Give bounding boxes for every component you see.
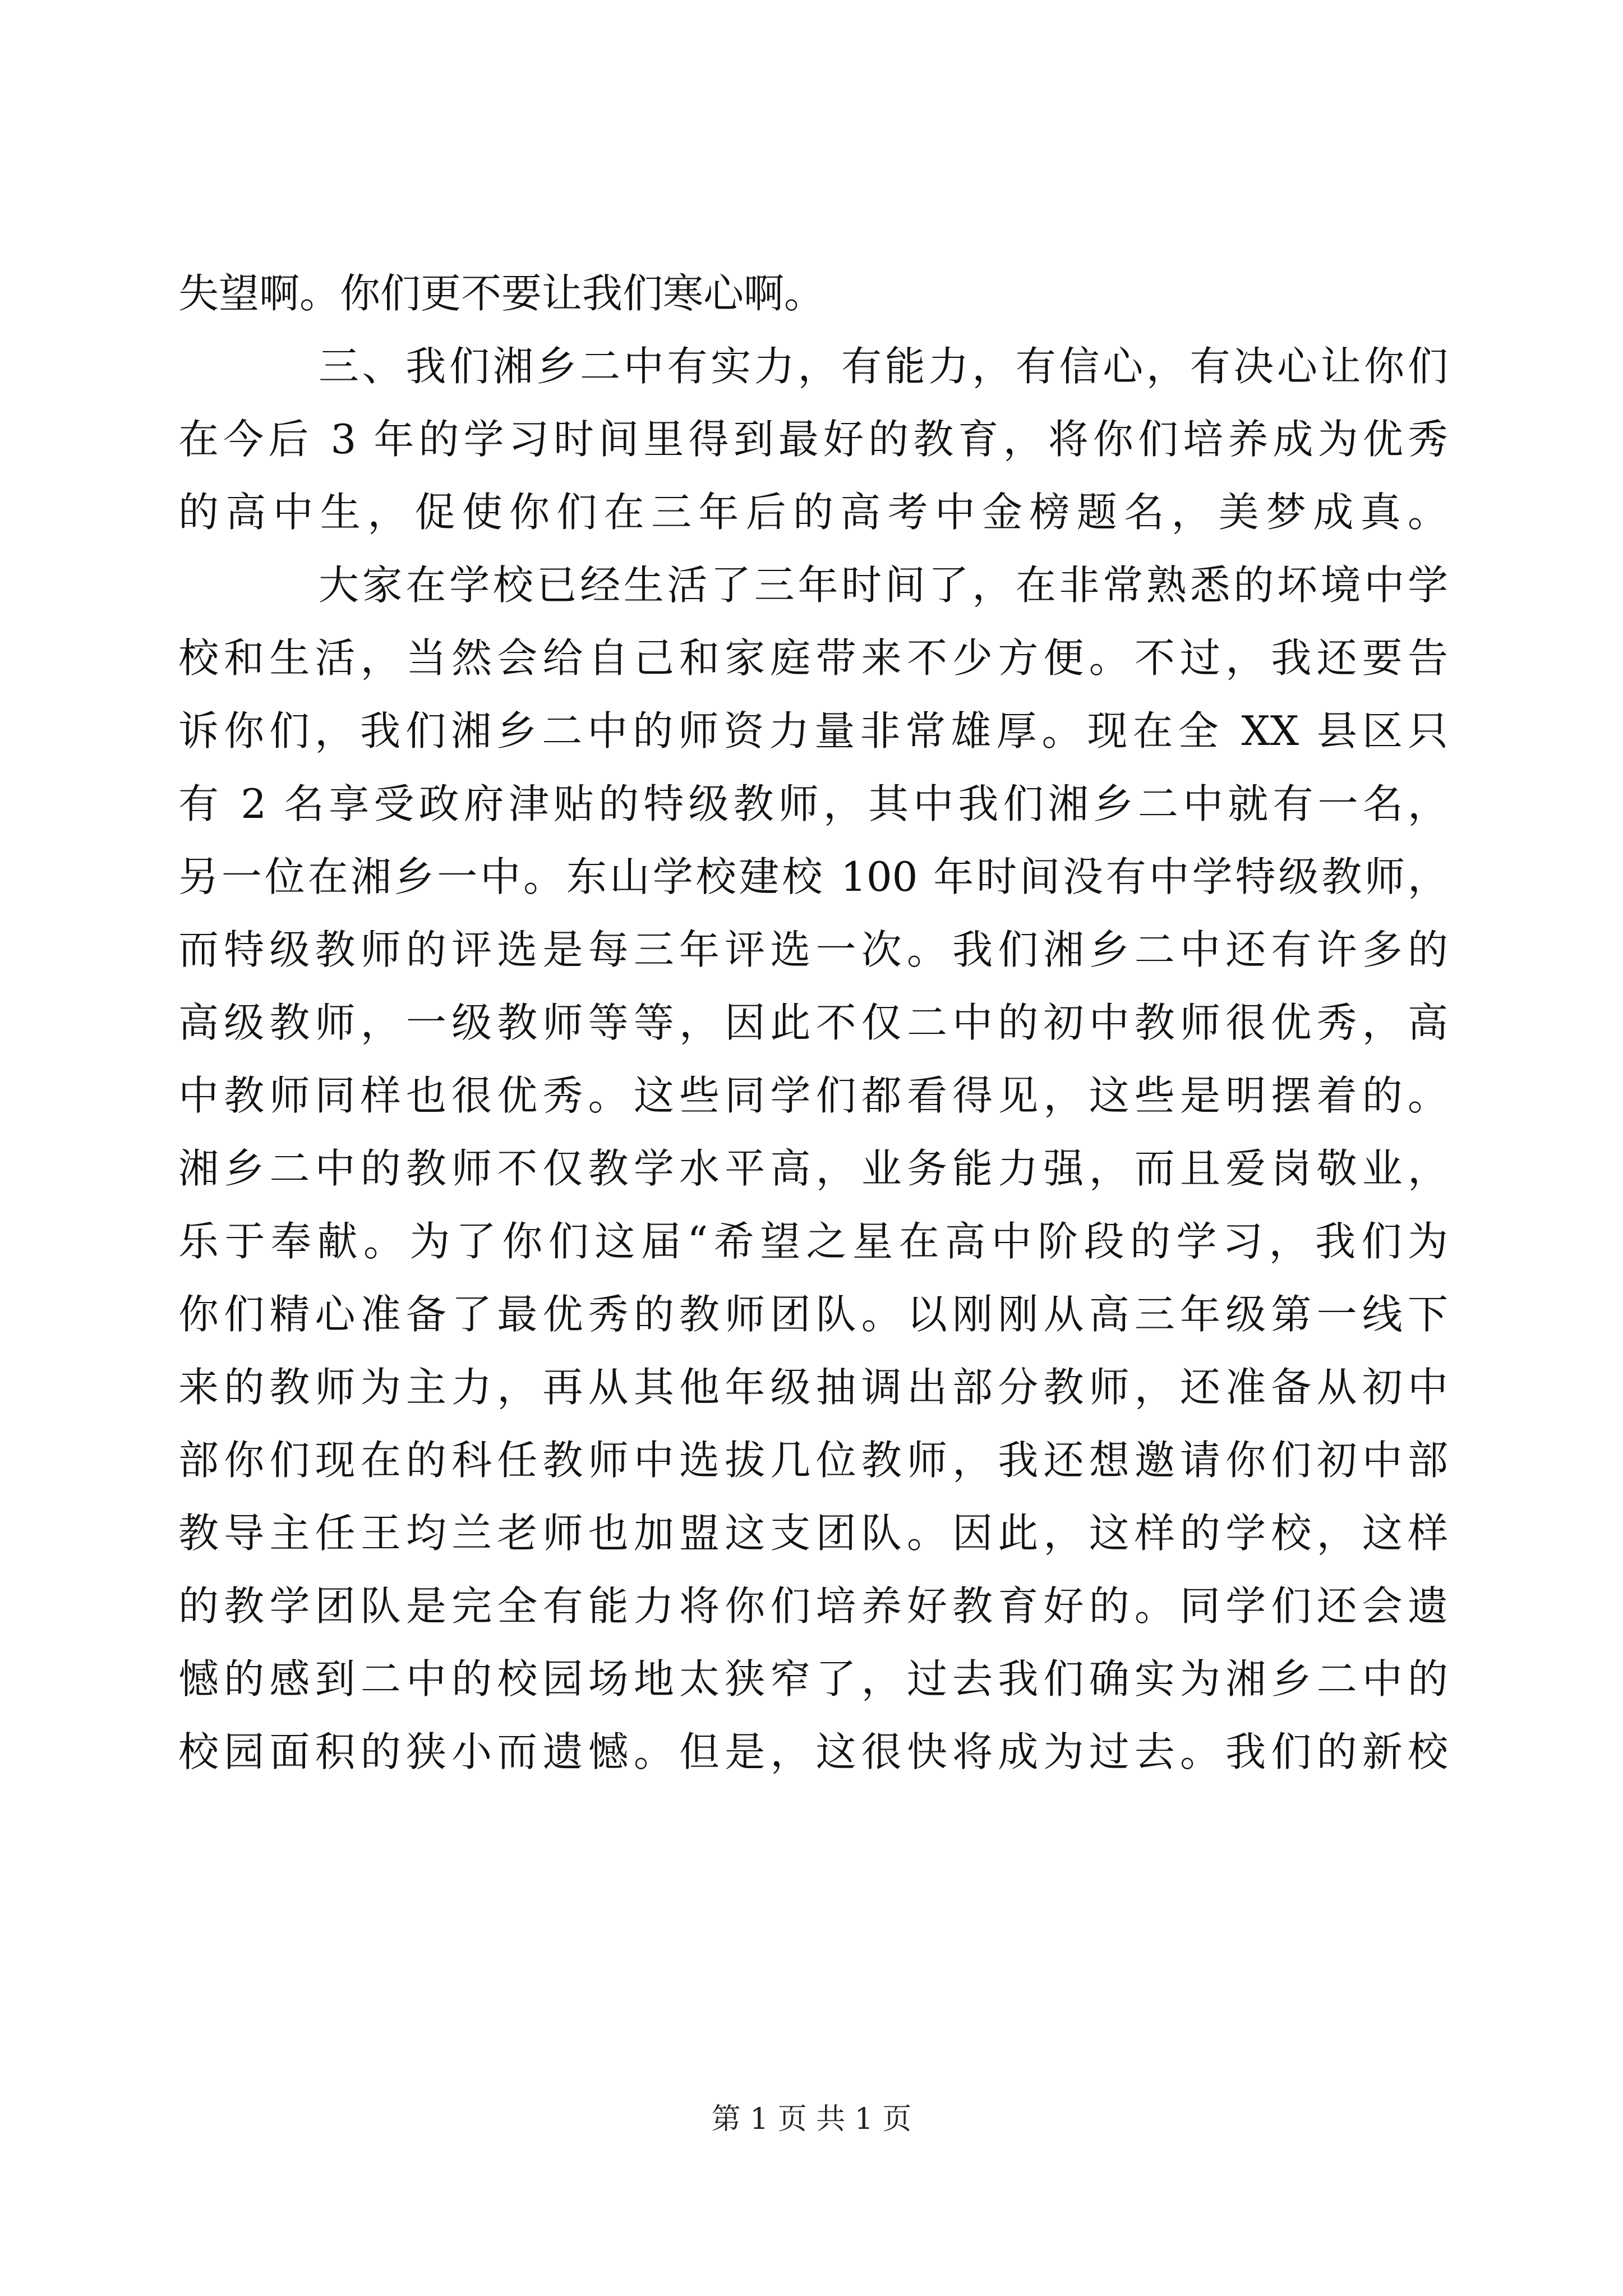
text-line: 来的教师为主力，再从其他年级抽调出部分教师，还准备从初中 xyxy=(178,1364,1448,1411)
page-footer xyxy=(0,2097,1623,2142)
page-number-label: 第 1 页 共 1 页 xyxy=(711,2102,912,2136)
text-line: 中教师同样也很优秀。这些同学们都看得见，这些是明摆着的。 xyxy=(178,1072,1448,1119)
text-line: 部你们现在的科任教师中选拔几位教师，我还想邀请你们初中部 xyxy=(178,1437,1448,1484)
text-line: 另一位在湘乡一中。东山学校建校 100 年时间没有中学特级教师， xyxy=(178,853,1448,900)
text-line: 的高中生，促使你们在三年后的高考中金榜题名，美梦成真。 xyxy=(178,489,1448,536)
text-line: 大家在学校已经生活了三年时间了，在非常熟悉的坏境中学 xyxy=(319,562,1448,609)
text-line: 而特级教师的评选是每三年评选一次。我们湘乡二中还有许多的 xyxy=(178,926,1448,973)
text-line: 校园面积的狭小而遗憾。但是，这很快将成为过去。我们的新校 xyxy=(178,1728,1448,1775)
text-line: 三、我们湘乡二中有实力，有能力，有信心，有决心让你们 xyxy=(319,343,1448,390)
text-line: 在今后 3 年的学习时间里得到最好的教育，将你们培养成为优秀 xyxy=(178,416,1448,463)
text-line: 失望啊。你们更不要让我们寒心啊。 xyxy=(178,270,825,317)
text-line: 校和生活，当然会给自己和家庭带来不少方便。不过，我还要告 xyxy=(178,634,1448,682)
text-line: 的教学团队是完全有能力将你们培养好教育好的。同学们还会遗 xyxy=(178,1582,1448,1630)
document-body xyxy=(178,257,1448,1788)
text-line: 诉你们，我们湘乡二中的师资力量非常雄厚。现在全 XX 县区只 xyxy=(178,707,1448,754)
text-line: 教导主任王均兰老师也加盟这支团队。因此，这样的学校，这样 xyxy=(178,1510,1448,1557)
text-line: 高级教师，一级教师等等，因此不仅二中的初中教师很优秀，高 xyxy=(178,999,1448,1046)
text-line: 乐于奉献。为了你们这届“希望之星在高中阶段的学习，我们为 xyxy=(178,1218,1448,1265)
text-line: 憾的感到二中的校园场地太狭窄了，过去我们确实为湘乡二中的 xyxy=(178,1655,1448,1703)
text-line: 有 2 名享受政府津贴的特级教师，其中我们湘乡二中就有一名， xyxy=(178,780,1448,827)
text-line: 你们精心准备了最优秀的教师团队。以刚刚从高三年级第一线下 xyxy=(178,1291,1448,1338)
text-line: 湘乡二中的教师不仅教学水平高，业务能力强，而且爱岗敬业， xyxy=(178,1145,1448,1192)
